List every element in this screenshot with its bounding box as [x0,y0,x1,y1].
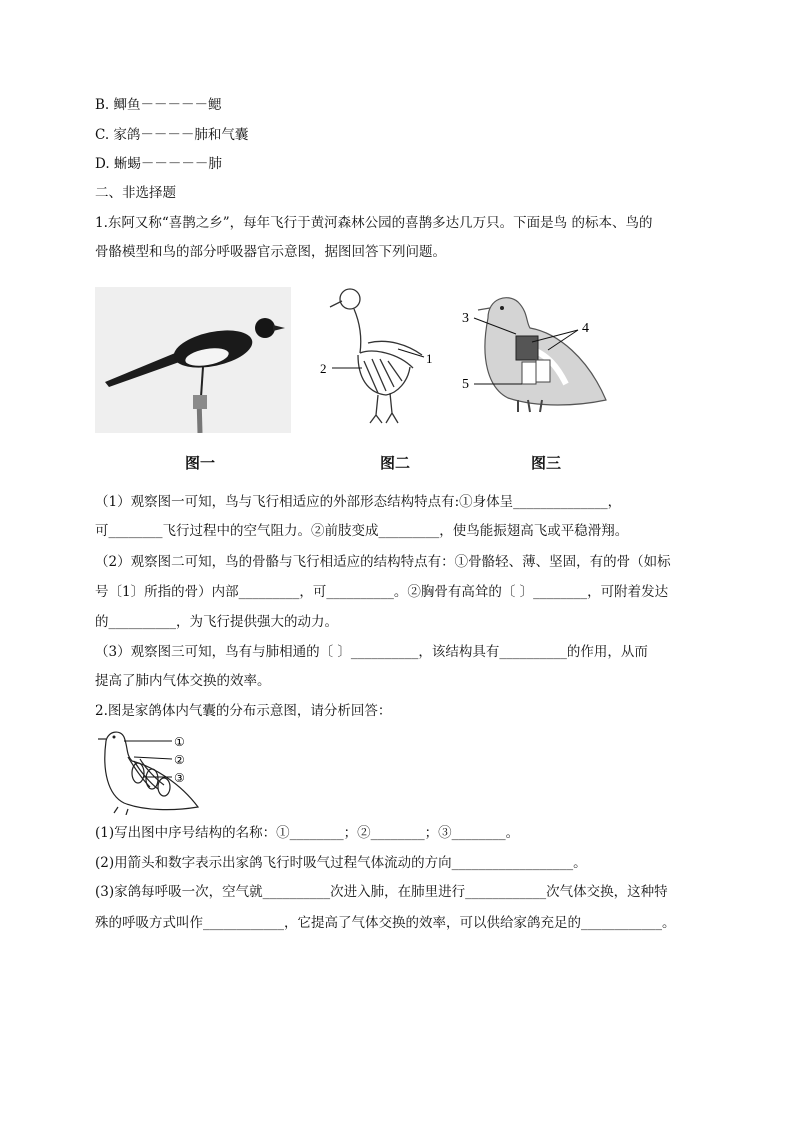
q1-intro-line1: 1.东阿又称“喜鹊之乡”，每年飞行于黄河森林公园的喜鹊多达几万只。下面是鸟 的标本、鸟的 [95,215,653,231]
q1-sub2-line2: 号〔1〕所指的骨）内部_________，可__________。②胸骨有高耸的〔 〕________，可附着发达 [95,584,669,600]
q2-intro: 2.图是家鸽体内气囊的分布示意图，请分析回答： [95,703,392,719]
figure-1-magpie [95,287,291,433]
fig3-label-3: 3 [462,311,469,326]
option-c: C. 家鸽－－－－肺和气囊 [95,127,249,143]
q1-sub3-line2: 提高了肺内气体交换的效率。 [95,673,271,689]
figure-3-respiratory [458,288,618,418]
q2-sub3-line1: (3)家鸽每呼吸一次，空气就__________次进入肺，在肺里进行____________次气体交换，这种特 [95,884,668,900]
figure-2-skeleton [318,283,438,428]
q1-sub1-line2: 可________飞行过程中的空气阻力。②前肢变成_________，使鸟能振翅高飞或平稳滑翔。 [95,523,629,539]
caption-fig3: 图三 [531,454,562,472]
q1-sub2-line1: （2）观察图二可知，鸟的骨骼与飞行相适应的结构特点有：①骨骼轻、薄、坚固，有的骨（如标 [95,554,671,570]
fig2-label-1: 1 [426,351,433,366]
pigeon-label-3: ③ [174,771,185,785]
pigeon-label-2: ② [174,753,185,767]
caption-fig1: 图一 [185,454,216,472]
fig3-label-5: 5 [462,377,469,392]
section-title: 二、非选择题 [95,185,176,201]
caption-fig2: 图二 [380,454,411,472]
q1-sub3-line1: （3）观察图三可知，鸟有与肺相通的〔 〕__________，该结构具有__________的作用，从而 [95,644,648,660]
q1-sub2-line3: 的__________，为飞行提供强大的动力。 [95,614,338,630]
figure-pigeon-air-sacs [94,727,214,815]
pigeon-label-1: ① [174,735,185,749]
option-d: D. 蜥蜴－－－－－肺 [95,156,222,172]
fig2-label-2: 2 [320,361,327,376]
q2-sub3-line2: 殊的呼吸方式叫作____________，它提高了气体交换的效率，可以供给家鸽充足的____________。 [95,915,676,931]
q1-sub1-line1: （1）观察图一可知，鸟与飞行相适应的外部形态结构特点有:①身体呈______________， [95,494,622,510]
q1-intro-line2: 骨骼模型和鸟的部分呼吸器官示意图，据图回答下列问题。 [95,244,446,260]
q2-sub2: (2)用箭头和数字表示出家鸽飞行时吸气过程气体流动的方向__________________。 [95,855,587,871]
option-b: B. 鲫鱼－－－－－鳃 [95,97,222,113]
q2-sub1: (1)写出图中序号结构的名称：①________；②________；③________。 [95,825,520,841]
fig3-label-4: 4 [582,321,589,336]
